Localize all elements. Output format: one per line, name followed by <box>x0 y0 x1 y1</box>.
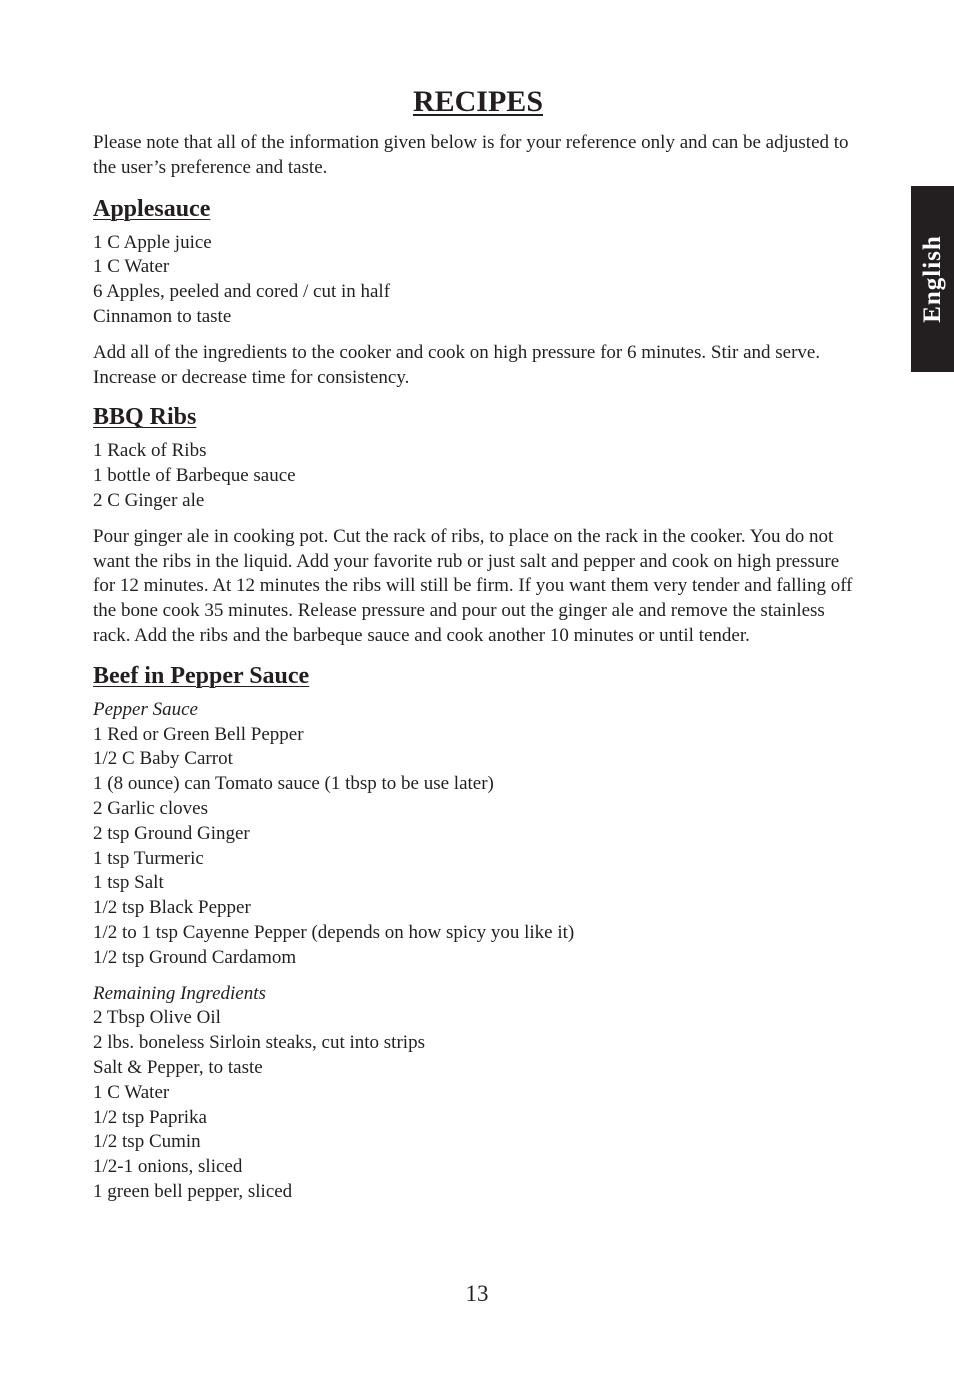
ingredient-item: 1 C Water <box>93 1081 170 1103</box>
ingredient-list <box>93 439 863 513</box>
ingredient-item: 1/2 tsp Paprika <box>93 1106 207 1128</box>
ingredient-item: 1 Red or Green Bell Pepper <box>93 723 304 745</box>
ingredient-item: 1/2 C Baby Carrot <box>93 748 233 770</box>
ingredient-item: 2 Tbsp Olive Oil <box>93 1007 221 1029</box>
ingredient-list <box>93 231 863 330</box>
ingredient-item: 1 tsp Salt <box>93 872 164 894</box>
ingredient-item: Cinnamon to taste <box>93 305 232 327</box>
ingredient-item: 1/2-1 onions, sliced <box>93 1156 243 1178</box>
ingredient-item: 1/2 to 1 tsp Cayenne Pepper (depends on how spicy you like it) <box>93 921 575 943</box>
ingredient-item: 2 C Ginger ale <box>93 489 205 511</box>
language-tab-label: English <box>918 235 946 323</box>
ingredient-item: 1 tsp Turmeric <box>93 847 204 869</box>
ingredient-item: 2 lbs. boneless Sirloin steaks, cut into strips <box>93 1032 425 1054</box>
recipe-title: Beef in Pepper Sauce <box>93 662 310 689</box>
page-title: RECIPES <box>412 85 544 118</box>
ingredient-item: 1/2 tsp Ground Cardamom <box>93 946 297 968</box>
ingredient-group-heading: Pepper Sauce <box>93 698 198 720</box>
recipe-title: BBQ Ribs <box>93 404 197 431</box>
ingredient-item: Salt & Pepper, to taste <box>93 1056 263 1078</box>
language-tab <box>911 186 954 372</box>
ingredient-item: 1 C Apple juice <box>93 231 212 253</box>
intro-note: Please note that all of the information given below is for your reference only and can be adjusted to the user’s preference and taste. <box>93 132 849 178</box>
ingredient-item: 1 C Water <box>93 256 170 278</box>
ingredient-group-heading: Remaining Ingredients <box>93 982 266 1004</box>
recipe-title: Applesauce <box>93 195 211 222</box>
ingredient-item: 1 Rack of Ribs <box>93 440 207 462</box>
ingredient-item: 1/2 tsp Black Pepper <box>93 897 251 919</box>
recipe-bbq-ribs <box>93 402 863 648</box>
ingredient-list <box>93 1006 863 1204</box>
ingredient-item: 2 Garlic cloves <box>93 797 209 819</box>
ingredient-list <box>93 723 863 971</box>
recipe-instructions: Add all of the ingredients to the cooker and cook on high pressure for 6 minutes. Stir and serve. Increase or decrease time for consistency. <box>93 341 821 388</box>
ingredient-item: 1/2 tsp Cumin <box>93 1131 201 1153</box>
ingredient-item: 2 tsp Ground Ginger <box>93 822 250 844</box>
recipe-page <box>93 82 863 1205</box>
recipe-applesauce <box>93 194 863 391</box>
ingredient-item: 1 bottle of Barbeque sauce <box>93 465 296 487</box>
ingredient-item: 1 green bell pepper, sliced <box>93 1180 293 1202</box>
recipe-instructions: Pour ginger ale in cooking pot. Cut the rack of ribs, to place on the rack in the cooker. You do not want the ribs in the liquid. Add your favorite rub or just salt and pepper and cook on high pressure for 12 minutes. At 12 minutes the ribs will still be firm. If you want them very tender and falling off the bone cook 35 minutes. Release pressure and pour out the ginger ale and remove the stainless rack. Add the ribs and the barbeque sauce and cook another 10 minutes or until tender. <box>93 525 853 646</box>
page-number: 13 <box>465 1281 489 1306</box>
recipe-beef-pepper-sauce <box>93 661 863 1205</box>
ingredient-item: 6 Apples, peeled and cored / cut in half <box>93 281 391 303</box>
ingredient-item: 1 (8 ounce) can Tomato sauce (1 tbsp to be use later) <box>93 773 494 795</box>
